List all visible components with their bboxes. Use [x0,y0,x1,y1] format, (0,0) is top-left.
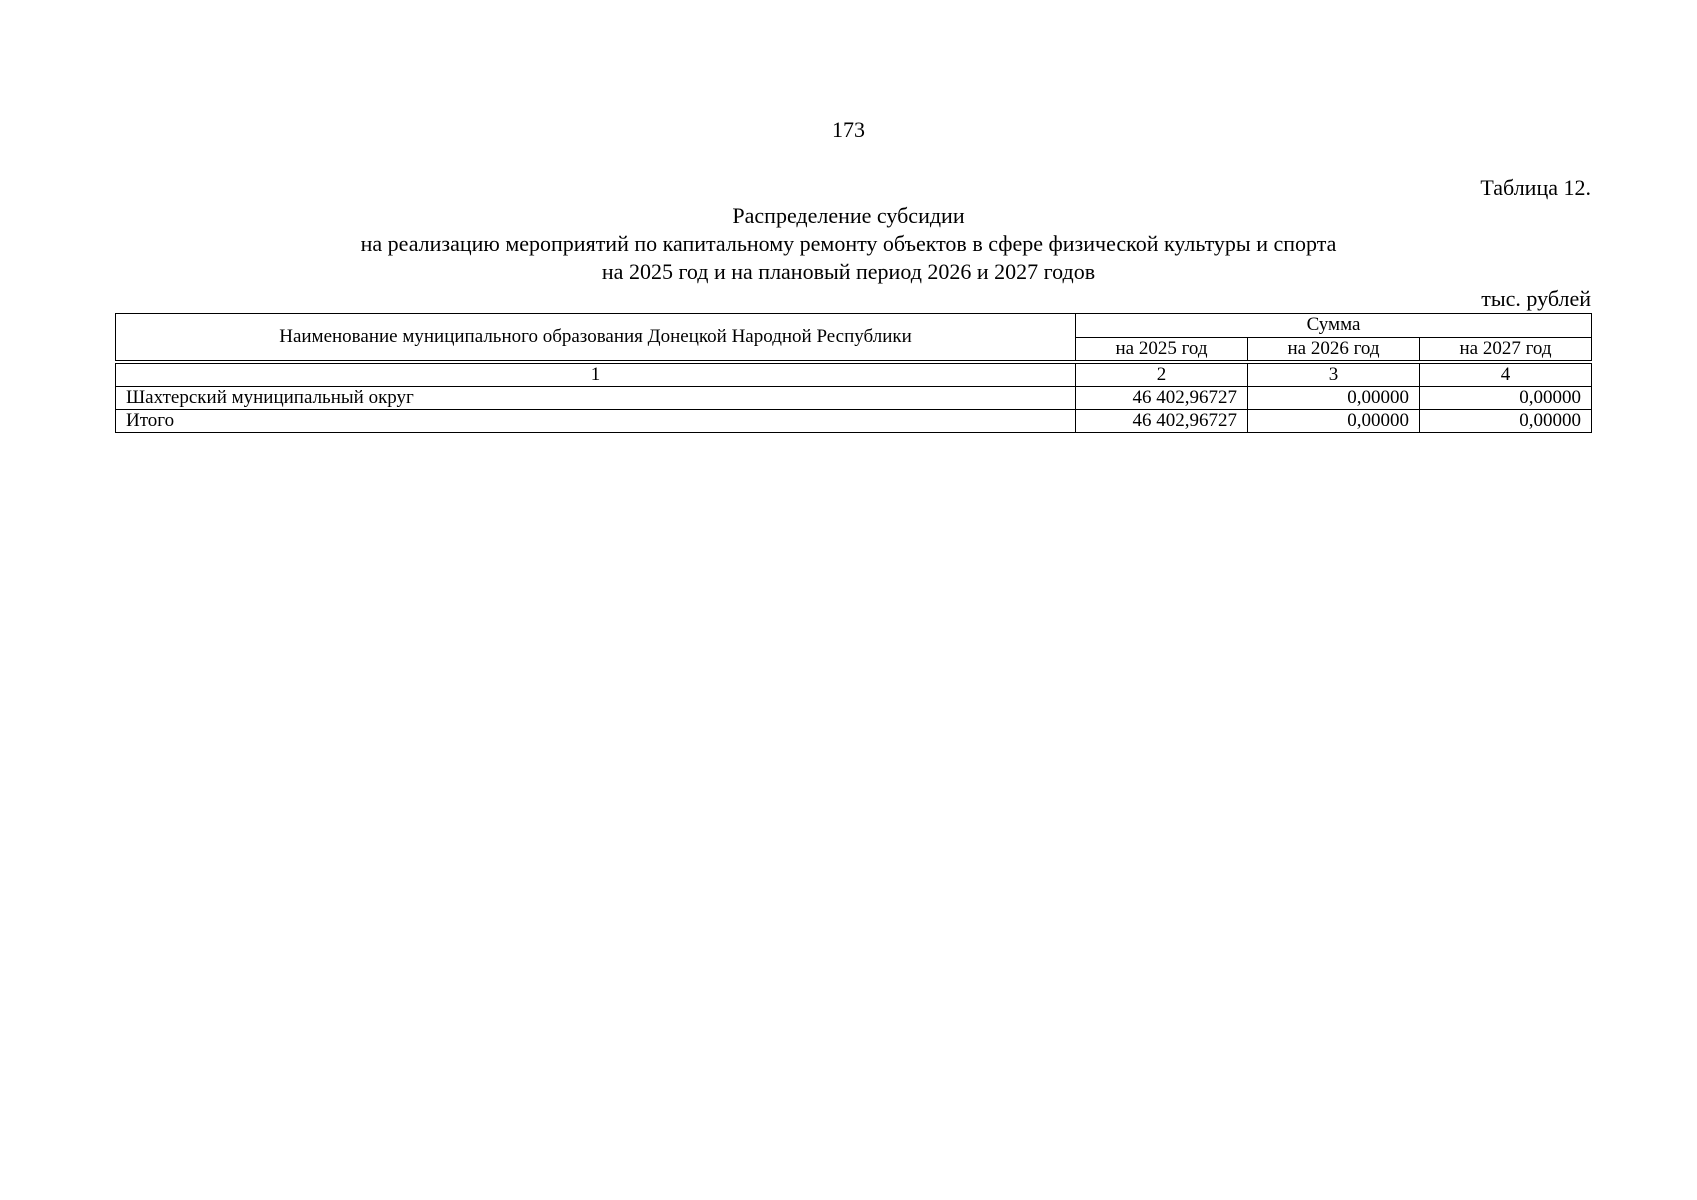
column-number: 2 [1076,364,1248,387]
column-number: 3 [1248,364,1420,387]
row-value-2025: 46 402,96727 [1076,387,1248,410]
table-label: Таблица 12. [1480,175,1591,200]
table-row-total [116,410,1592,433]
column-numbers-row [116,364,1592,387]
header-year-2025: на 2025 год [1076,337,1248,361]
header-municipality-name: Наименование муниципального образования Донецкой Народной Республики [116,314,1076,361]
column-number: 4 [1420,364,1592,387]
row-total-2027: 0,00000 [1420,410,1592,433]
header-year-2026: на 2026 год [1248,337,1420,361]
table-row [116,387,1592,410]
row-value-2026: 0,00000 [1248,387,1420,410]
row-municipality-name: Шахтерский муниципальный округ [116,387,1076,410]
table-header-row [116,314,1592,338]
row-total-2025: 46 402,96727 [1076,410,1248,433]
row-value-2027: 0,00000 [1420,387,1592,410]
title-line-3: на 2025 год и на плановый период 2026 и 2027 годов [601,259,1096,284]
title-line-1: Распределение субсидии [732,203,965,228]
page-number: 173 [832,117,865,142]
header-sum: Сумма [1076,314,1592,338]
title-line-2: на реализацию мероприятий по капитальному ремонту объектов в сфере физической культуры и спорта [360,231,1337,256]
header-year-2027: на 2027 год [1420,337,1592,361]
row-total-2026: 0,00000 [1248,410,1420,433]
subsidy-table [115,313,1592,433]
column-number: 1 [116,364,1076,387]
row-total-label: Итого [116,410,1076,433]
units-label: тыс. рублей [1481,286,1591,311]
document-title [0,202,1697,286]
